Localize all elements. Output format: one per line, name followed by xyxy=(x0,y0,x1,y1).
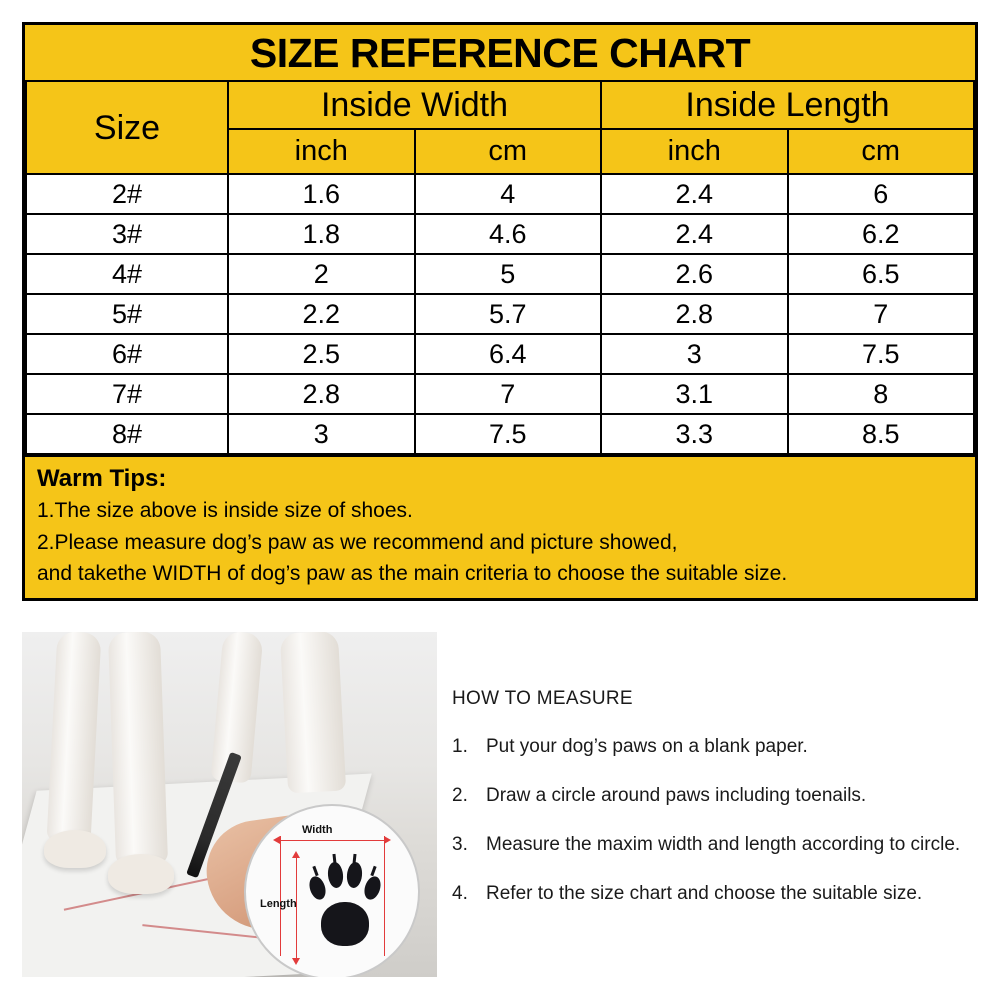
measure-step xyxy=(452,834,972,856)
step-text: Put your dog’s paws on a blank paper. xyxy=(486,736,808,757)
cell-length-cm: 7 xyxy=(788,294,975,334)
cell-width-cm: 4.6 xyxy=(415,214,602,254)
cell-size: 8# xyxy=(26,414,228,454)
table-row xyxy=(26,294,974,334)
cell-width-inch: 3 xyxy=(228,414,415,454)
cell-width-inch: 1.6 xyxy=(228,174,415,214)
cell-size: 4# xyxy=(26,254,228,294)
cell-length-inch: 3.1 xyxy=(601,374,788,414)
warm-tips-line-1: 1.The size above is inside size of shoes. xyxy=(37,499,413,523)
step-number: 4. xyxy=(452,883,468,904)
warm-tips-title: Warm Tips: xyxy=(37,465,167,492)
header-width-inch: inch xyxy=(228,129,415,174)
header-length-inch: inch xyxy=(601,129,788,174)
measure-step xyxy=(452,785,972,807)
measure-step xyxy=(452,736,972,758)
header-inside-width: Inside Width xyxy=(228,81,601,129)
cell-size: 5# xyxy=(26,294,228,334)
cell-length-inch: 2.4 xyxy=(601,214,788,254)
cell-width-cm: 6.4 xyxy=(415,334,602,374)
cell-size: 3# xyxy=(26,214,228,254)
size-table xyxy=(25,80,975,455)
step-text: Measure the maxim width and length according to circle. xyxy=(486,834,961,855)
header-width-cm: cm xyxy=(415,129,602,174)
cell-length-inch: 2.4 xyxy=(601,174,788,214)
measurement-diagram xyxy=(244,804,420,977)
cell-length-inch: 3 xyxy=(601,334,788,374)
step-number: 3. xyxy=(452,834,468,855)
cell-width-cm: 5.7 xyxy=(415,294,602,334)
chart-title: SIZE REFERENCE CHART xyxy=(249,30,751,76)
table-row xyxy=(26,414,974,454)
diagram-tick-right xyxy=(384,836,385,956)
table-row xyxy=(26,334,974,374)
cell-width-cm: 7 xyxy=(415,374,602,414)
warm-tips-line-3: and takethe WIDTH of dog’s paw as the main criteria to choose the suitable size. xyxy=(37,562,788,586)
cell-size: 6# xyxy=(26,334,228,374)
diagram-tick-left xyxy=(280,836,281,956)
diagram-length-label: Length xyxy=(260,898,297,910)
cell-size: 7# xyxy=(26,374,228,414)
dog-paw xyxy=(44,830,106,868)
header-length-cm: cm xyxy=(788,129,975,174)
cell-length-inch: 3.3 xyxy=(601,414,788,454)
cell-width-inch: 2 xyxy=(228,254,415,294)
cell-width-inch: 2.2 xyxy=(228,294,415,334)
how-to-measure-section xyxy=(22,632,978,977)
cell-length-inch: 2.8 xyxy=(601,294,788,334)
cell-width-cm: 7.5 xyxy=(415,414,602,454)
header-inside-length: Inside Length xyxy=(601,81,974,129)
measure-instructions xyxy=(452,688,972,932)
cell-length-inch: 2.6 xyxy=(601,254,788,294)
step-text: Draw a circle around paws including toenails. xyxy=(486,785,867,806)
paw-print-icon xyxy=(308,858,382,954)
cell-length-cm: 6.5 xyxy=(788,254,975,294)
cell-size: 2# xyxy=(26,174,228,214)
warm-tips xyxy=(25,455,975,598)
dog-paw-photo xyxy=(22,632,437,977)
cell-length-cm: 7.5 xyxy=(788,334,975,374)
cell-width-inch: 2.5 xyxy=(228,334,415,374)
dog-leg xyxy=(280,632,346,793)
cell-width-cm: 4 xyxy=(415,174,602,214)
cell-length-cm: 6 xyxy=(788,174,975,214)
table-header-row-groups xyxy=(26,81,974,129)
table-row xyxy=(26,174,974,214)
cell-width-inch: 1.8 xyxy=(228,214,415,254)
cell-width-cm: 5 xyxy=(415,254,602,294)
warm-tips-line-2: 2.Please measure dog’s paw as we recommend and picture showed, xyxy=(37,530,678,554)
dog-leg xyxy=(108,632,168,865)
table-row xyxy=(26,254,974,294)
dog-paw xyxy=(108,854,174,894)
step-number: 2. xyxy=(452,785,468,806)
width-arrow-icon xyxy=(280,840,384,841)
cell-length-cm: 8 xyxy=(788,374,975,414)
header-size: Size xyxy=(26,81,228,174)
cell-length-cm: 6.2 xyxy=(788,214,975,254)
cell-width-inch: 2.8 xyxy=(228,374,415,414)
diagram-width-label: Width xyxy=(302,824,333,836)
table-row xyxy=(26,374,974,414)
size-reference-chart xyxy=(22,22,978,601)
measure-title: HOW TO MEASURE xyxy=(452,688,633,709)
step-text: Refer to the size chart and choose the suitable size. xyxy=(486,883,923,904)
table-row xyxy=(26,214,974,254)
cell-length-cm: 8.5 xyxy=(788,414,975,454)
measure-step xyxy=(452,883,972,905)
step-number: 1. xyxy=(452,736,468,757)
